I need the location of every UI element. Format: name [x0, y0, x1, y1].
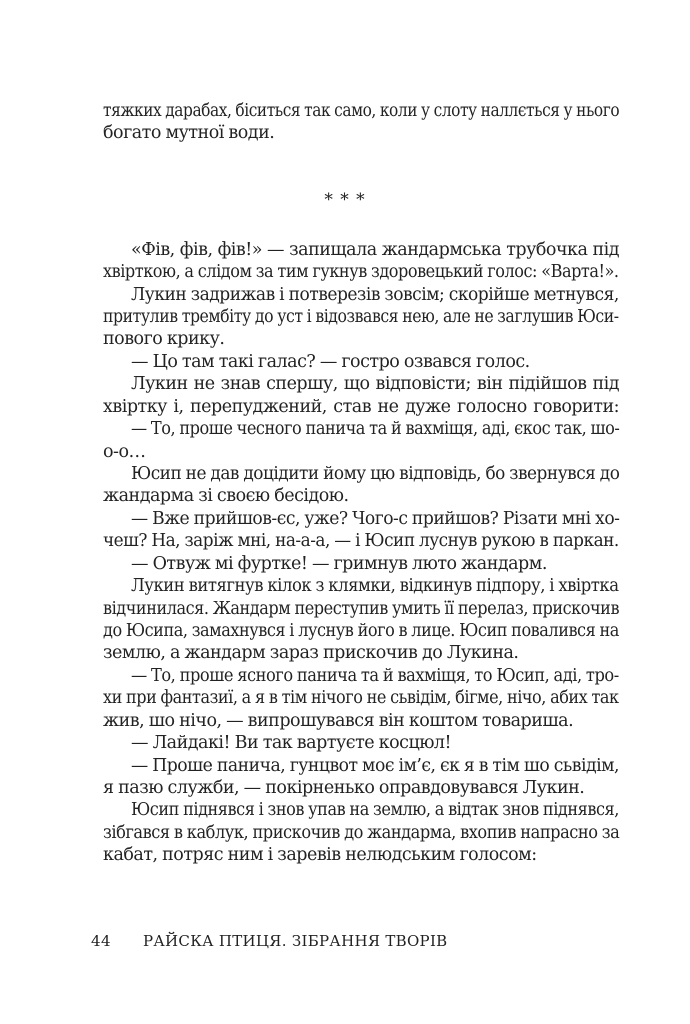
text-line: хвіртку і, перепуджений, став не дуже голосно говорити: [103, 397, 619, 417]
text-line: — Проше панича, гунцвот моє ім’є, єк я в тім шо сьвідім, [131, 756, 620, 776]
text-line: о-о… [103, 442, 146, 462]
text-line: пового крику. [103, 329, 225, 349]
text-line: Лукин не знав спершу, що відповісти; він підійшов під [131, 374, 619, 394]
text-line: — То, проше ясного панича та й вахміщя, то Юсип, аді, тро- [131, 666, 619, 686]
text-line: кабат, потряс ним і заревів нелюдським голосом: [103, 845, 537, 865]
page-number: 44 [91, 932, 112, 950]
text-line: притулив трембіту до уст і відозвався нею, але не заглушив Юси- [103, 307, 619, 327]
text-line: — Цо там такі галас? — гостро озвався голос. [131, 352, 530, 372]
text-line: тяжких дарабах, біситься так само, коли у слоту наллється у нього [103, 101, 620, 121]
text-line: зібгався в каблук, прискочив до жандарма, вхопив напрасно за [103, 823, 620, 843]
text-line: Юсип піднявся і знов упав на землю, а відтак знов піднявся, [131, 800, 619, 820]
section-separator: * * * [324, 190, 366, 210]
text-line: я пазю служби, — покірненько оправдовувався Лукин. [103, 778, 585, 798]
text-line: жандарма зі своєю бесідою. [103, 486, 349, 506]
text-line: хи при фантазиї, а я в тім нічого не сьвідім, бігме, нічо, абих так [103, 688, 619, 708]
text-line: — Отвуж мі фуртке! — гримнув люто жандарм. [131, 554, 547, 574]
text-line: богато мутної води. [103, 123, 275, 143]
text-line: — Вже прийшов-єс, уже? Чого-с прийшов? Різати мні хо- [131, 509, 620, 529]
text-line: Лукин витягнув кілок з клямки, відкинув підпору, і хвіртка [131, 576, 619, 596]
page-footer [91, 931, 448, 951]
text-line: Лукин задрижав і потверезів зовсім; скорійше метнувся, [131, 285, 619, 305]
text-line: землю, а жандарм зараз прискочив до Лукина. [103, 643, 519, 663]
text-line: відчинилася. Жандарм переступив умить її перелаз, прискочив [103, 599, 620, 619]
text-line: хвірткою, а слідом за тим гукнув здоровецький голос: «Варта!». [103, 262, 619, 282]
text-line: — Лайдакі! Ви так вартуєте косцюл! [131, 733, 452, 753]
text-line: жив, шо нічо, — випрошувався він коштом товариша. [103, 711, 574, 731]
text-line: — То, проше чесного панича та й вахміщя, аді, єкос так, шо- [131, 419, 620, 439]
text-line: Юсип не дав доцідити йому цю відповідь, бо звернувся до [131, 464, 620, 484]
running-head: РАЙСКА ПТИЦЯ. ЗІБРАННЯ ТВОРІВ [143, 932, 448, 950]
text-line: «Фів, фів, фів!» — запищала жандармська трубочка під [131, 240, 619, 260]
text-line: до Юсипа, замахнувся і луснув його в лице. Юсип повалився на [103, 621, 619, 641]
text-line: чеш? На, заріж мні, на-а-а, — і Юсип луснув рукою в паркан. [103, 531, 619, 551]
